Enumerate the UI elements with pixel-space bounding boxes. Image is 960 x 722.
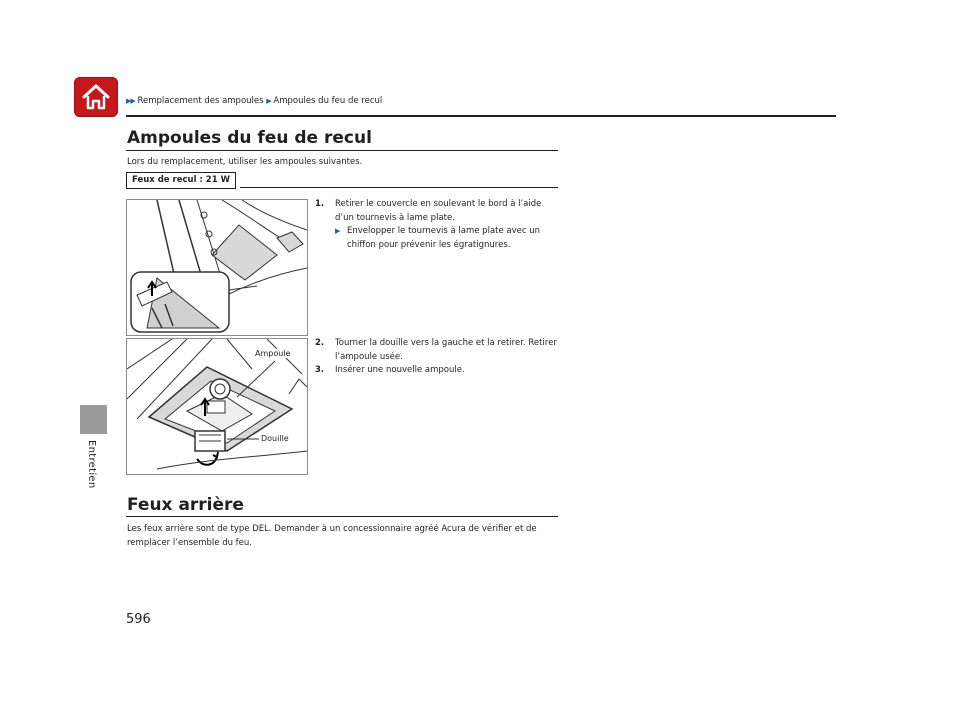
step-number: 2. (315, 338, 325, 348)
home-button[interactable] (74, 77, 118, 117)
page-number: 596 (126, 612, 151, 627)
triangle-right-icon: ▶ (266, 97, 271, 105)
illustration-socket-removal (126, 338, 308, 475)
substep-text: Envelopper le tournevis à lame plate avec un chiffon pour prévenir les égratignures. (347, 226, 541, 250)
home-icon (80, 82, 112, 112)
step-text: Retirer le couvercle en soulevant le bord à l’aide d’un tournevis à lame plate. (335, 199, 542, 223)
illustration-cover-removal (126, 199, 308, 336)
section2-rule (126, 516, 558, 517)
step-text: Tourner la douille vers la gauche et la retirer. Retirer l’ampoule usée. (335, 338, 557, 362)
substep (315, 225, 560, 252)
section-title: Ampoules du feu de recul (127, 128, 372, 148)
title-rule (126, 150, 558, 151)
breadcrumb (126, 96, 382, 106)
breadcrumb-level2[interactable]: Ampoules du feu de recul (273, 96, 383, 106)
spec-rule (240, 187, 558, 188)
spec-box: Feux de recul : 21 W (126, 172, 236, 189)
side-tab[interactable] (80, 405, 107, 434)
triangle-right-icon: ▶▶ (126, 97, 135, 105)
breadcrumb-level1[interactable]: Remplacement des ampoules (137, 96, 264, 106)
steps-group-1 (315, 198, 560, 252)
step-text: Insérer une nouvelle ampoule. (335, 365, 465, 375)
steps-group-2 (315, 337, 560, 378)
step-item (315, 198, 560, 225)
step-number: 1. (315, 199, 325, 209)
triangle-right-icon: ▶ (335, 227, 341, 235)
header-rule (126, 115, 836, 117)
step-item (315, 337, 560, 364)
figure-label-bulb: Ampoule (255, 349, 291, 358)
section2-text: Les feux arrière sont de type DEL. Demander à un concessionnaire agréé Acura de vérifier et de remplacer l’ensemble du feu. (127, 524, 537, 548)
section2-title: Feux arrière (127, 495, 244, 515)
side-tab-label: Entretien (86, 440, 97, 489)
figure-label-socket: Douille (261, 434, 289, 443)
intro-text: Lors du remplacement, utiliser les ampoules suivantes. (127, 157, 363, 167)
step-number: 3. (315, 365, 325, 375)
step-item (315, 364, 560, 378)
